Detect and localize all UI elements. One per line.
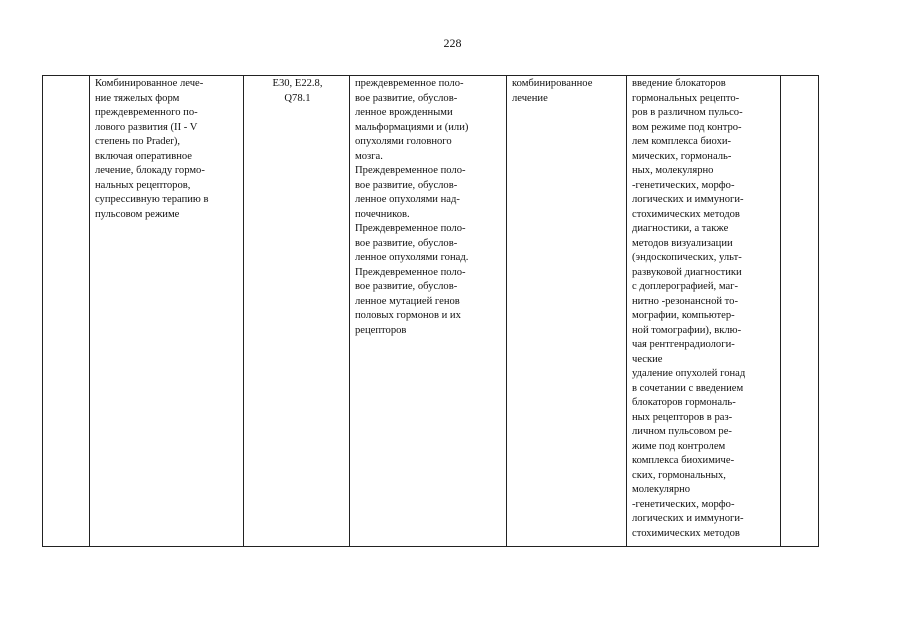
text-line: вое развитие, обуслов- bbox=[355, 92, 458, 104]
icd-codes-cell bbox=[244, 76, 350, 547]
text-line: вом режиме под контро- bbox=[632, 121, 742, 133]
text-line: Преждевременное поло- bbox=[355, 266, 466, 278]
text-line: Комбинированное лече- bbox=[95, 78, 204, 89]
text-line: в сочетании с введением bbox=[632, 382, 744, 394]
text-line: методов визуализации bbox=[632, 237, 733, 249]
text-line: Преждевременное поло- bbox=[355, 165, 466, 176]
page-number: 228 bbox=[443, 36, 462, 50]
text-line: Q78.1 bbox=[284, 92, 311, 104]
text-line: половых гормонов и их bbox=[355, 310, 461, 321]
text-line: введение блокаторов bbox=[632, 78, 726, 89]
text-line: почечников. bbox=[355, 208, 410, 220]
text-line: мальформациями и (или) bbox=[355, 121, 469, 133]
text-line: мических, гормональ- bbox=[632, 150, 732, 162]
treatment-method-text bbox=[632, 77, 777, 541]
text-line: ров в различном пульсо- bbox=[632, 107, 743, 118]
text-line: логических и иммуноги- bbox=[632, 194, 744, 205]
text-line: жиме под контролем bbox=[632, 440, 726, 452]
table-row bbox=[43, 76, 819, 547]
text-line: лового развития (II - V bbox=[95, 121, 198, 133]
text-line: мозга. bbox=[355, 150, 383, 162]
text-line: логических и иммуноги- bbox=[632, 513, 744, 524]
text-line: ленное врожденными bbox=[355, 107, 453, 118]
text-line: нитно -резонансной то- bbox=[632, 295, 738, 307]
text-line: опухолями головного bbox=[355, 136, 452, 147]
text-line: личном пульсовом ре- bbox=[632, 426, 732, 437]
text-line: блокаторов гормональ- bbox=[632, 397, 736, 408]
text-line: диагностики, а также bbox=[632, 223, 729, 234]
text-line: пульсовом режиме bbox=[95, 208, 180, 220]
care-name-cell bbox=[90, 76, 244, 547]
text-line: преждевременного по- bbox=[95, 107, 198, 118]
text-line: -генетических, морфо- bbox=[632, 498, 735, 510]
text-line: ческие bbox=[632, 353, 663, 365]
text-line: (эндоскопических, ульт- bbox=[632, 252, 742, 263]
text-line: -генетических, морфо- bbox=[632, 179, 735, 191]
text-line: ных рецепторов в раз- bbox=[632, 411, 733, 423]
medical-care-table bbox=[42, 75, 819, 547]
cost-cell bbox=[781, 76, 819, 547]
text-line: E30, E22.8, bbox=[272, 78, 323, 89]
text-line: ных, молекулярно bbox=[632, 165, 714, 176]
text-line: молекулярно bbox=[632, 484, 691, 495]
index-cell bbox=[43, 76, 90, 547]
text-line: ленное опухолями гонад. bbox=[355, 252, 469, 263]
text-line: вое развитие, обуслов- bbox=[355, 179, 458, 191]
text-line: с доплерографией, маг- bbox=[632, 281, 739, 292]
text-line: рецепторов bbox=[355, 324, 407, 336]
text-line: лечение, блокаду гормо- bbox=[95, 165, 205, 176]
treatment-type-text bbox=[512, 77, 623, 106]
text-line: удаление опухолей гонад bbox=[632, 368, 746, 379]
patient-model-text bbox=[355, 77, 503, 338]
treatment-method-cell bbox=[627, 76, 781, 547]
text-line: нальных рецепторов, bbox=[95, 179, 191, 191]
text-line: включая оперативное bbox=[95, 150, 192, 162]
text-line: комплекса биохимиче- bbox=[632, 455, 735, 466]
text-line: стохимических методов bbox=[632, 527, 740, 539]
patient-model-cell bbox=[350, 76, 507, 547]
text-line: стохимических методов bbox=[632, 208, 740, 220]
text-line: ленное мутацией генов bbox=[355, 295, 460, 307]
text-line: вое развитие, обуслов- bbox=[355, 281, 458, 292]
text-line: лем комплекса биохи- bbox=[632, 136, 732, 147]
text-line: гормональных рецепто- bbox=[632, 92, 740, 104]
text-line: супрессивную терапию в bbox=[95, 194, 209, 205]
text-line: ной томографии), вклю- bbox=[632, 324, 742, 336]
text-line: ние тяжелых форм bbox=[95, 92, 180, 104]
text-line: Преждевременное поло- bbox=[355, 223, 466, 234]
text-line: лечение bbox=[512, 92, 548, 104]
text-line: мографии, компьютер- bbox=[632, 310, 735, 321]
text-line: чая рентгенрадиологи- bbox=[632, 339, 735, 350]
text-line: вое развитие, обуслов- bbox=[355, 237, 458, 249]
text-line: ских, гормональных, bbox=[632, 469, 726, 481]
text-line: преждевременное поло- bbox=[355, 78, 464, 89]
text-line: развуковой диагностики bbox=[632, 266, 742, 278]
icd-codes-text bbox=[249, 77, 346, 106]
text-line: комбинированное bbox=[512, 78, 593, 89]
text-line: степень по Prader), bbox=[95, 136, 180, 147]
treatment-type-cell bbox=[507, 76, 627, 547]
care-name-text bbox=[95, 77, 240, 222]
text-line: ленное опухолями над- bbox=[355, 194, 460, 205]
